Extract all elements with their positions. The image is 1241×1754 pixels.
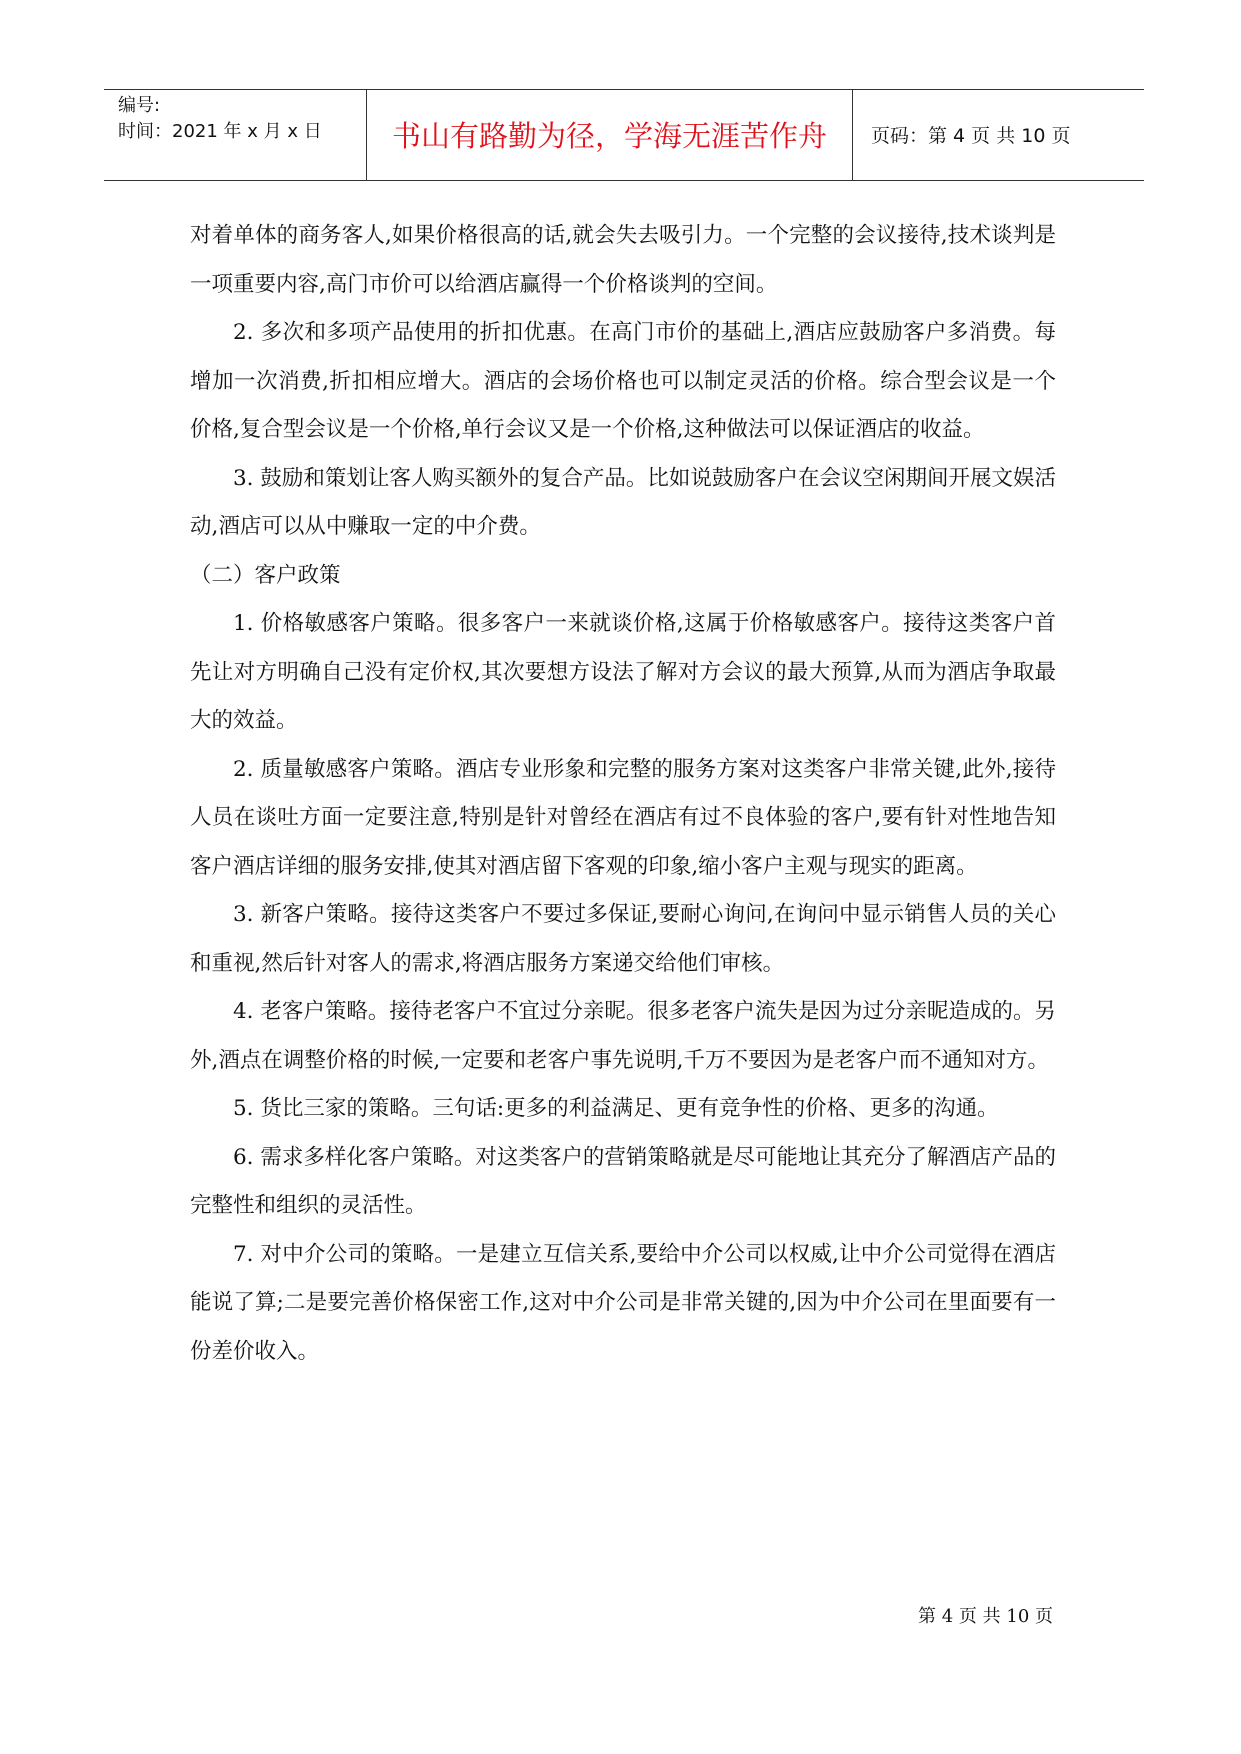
paragraph: 5. 货比三家的策略。三句话:更多的利益满足、更有竞争性的价格、更多的沟通。 <box>233 1096 999 1121</box>
paragraph: 对着单体的商务客人,如果价格很高的话,就会失去吸引力。一个完整的会议接待,技术谈判是一项重要内容,高门市价可以给酒店赢得一个价格谈判的空间。 <box>190 223 1056 297</box>
header-motto: 书山有路勤为径，学海无涯苦作舟 <box>391 119 827 153</box>
paragraph: 2. 多次和多项产品使用的折扣优惠。在高门市价的基础上,酒店应鼓励客户多消费。每增加一次消费,折扣相应增大。酒店的会场价格也可以制定灵活的价格。综合型会议是一个价格,复合型会议是一个价格,单行会议又是一个价格,这种做法可以保证酒店的收益。 <box>190 320 1056 442</box>
paragraph: 1. 价格敏感客户策略。很多客户一来就谈价格,这属于价格敏感客户。接待这类客户首先让对方明确自己没有定价权,其次要想方设法了解对方会议的最大预算,从而为酒店争取最大的效益。 <box>190 611 1056 733</box>
paragraph: 3. 鼓励和策划让客人购买额外的复合产品。比如说鼓励客户在会议空闲期间开展文娱活动,酒店可以从中赚取一定的中介费。 <box>190 465 1056 539</box>
document-number-label: 编号: <box>118 95 161 116</box>
paragraph: 3. 新客户策略。接待这类客户不要过多保证,要耐心询问,在询问中显示销售人员的关心和重视,然后针对客人的需求,将酒店服务方案递交给他们审核。 <box>190 902 1056 976</box>
paragraph: 2. 质量敏感客户策略。酒店专业形象和完整的服务方案对这类客户非常关键,此外,接待人员在谈吐方面一定要注意,特别是针对曾经在酒店有过不良体验的客户,要有针对性地告知客户酒店详细的服务安排,使其对酒店留下客观的印象,缩小客户主观与现实的距离。 <box>190 756 1056 879</box>
page-header <box>104 89 1144 181</box>
paragraph: 6. 需求多样化客户策略。对这类客户的营销策略就是尽可能地让其充分了解酒店产品的完整性和组织的灵活性。 <box>190 1144 1056 1218</box>
footer-page-number: 第 4 页 共 10 页 <box>918 1606 1053 1627</box>
paragraph: 4. 老客户策略。接待老客户不宜过分亲昵。很多老客户流失是因为过分亲昵造成的。另外,酒点在调整价格的时候,一定要和老客户事先说明,千万不要因为是老客户而不通知对方。 <box>190 999 1056 1073</box>
document-body <box>190 212 1056 1376</box>
header-page-cell <box>853 90 1144 180</box>
paragraph: 7. 对中介公司的策略。一是建立互信关系,要给中介公司以权威,让中介公司觉得在酒店能说了算;二是要完善价格保密工作,这对中介公司是非常关键的,因为中介公司在里面要有一份差价收入。 <box>190 1241 1056 1364</box>
page-footer <box>0 1605 1053 1629</box>
section-heading: （二）客户政策 <box>190 562 341 588</box>
header-motto-cell <box>367 90 853 180</box>
header-page-number: 页码：第 4 页 共 10 页 <box>871 125 1071 147</box>
document-time-label: 时间：2021 年 x 月 x 日 <box>118 121 322 142</box>
header-meta-cell <box>104 90 367 180</box>
